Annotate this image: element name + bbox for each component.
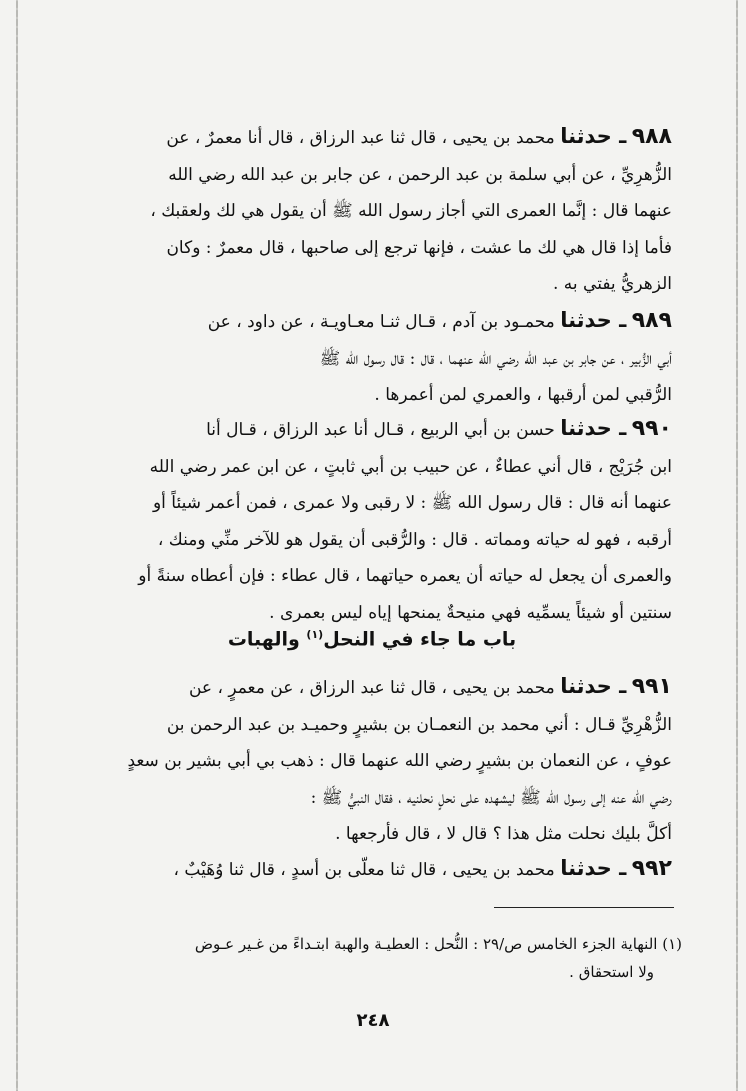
hadith-text: محمد بن يحيى ، قال ثنا عبد الرزاق ، عن معمرٍ ، عن [188,678,555,698]
hadith-line: سنتين أو شيئاً يسمِّيه فهي منيحةٌ يمنحها إياه ليس بعمرى . [269,602,672,623]
hadith-text: حسن بن أبي الربيع ، قـال أنا عبد الرزاق ، قـال أنا [206,420,555,440]
hadith-989 [72,302,672,414]
hadith-line: عوفٍ ، عن النعمان بن بشيرٍ رضي الله عنهما قال : ذهب بي أبي بشير بن سعدٍ [127,751,672,771]
hadith-990 [72,410,672,631]
chapter-heading-text-end: والهبات [227,628,307,651]
hadith-line [72,850,672,889]
hadith-number: ٩٨٩ [631,308,672,333]
hadith-988 [72,118,672,303]
hadith-line: والعمرى أن يجعل له حياته أن يعمره حياتهما ، قال عطاء : فإن أعطاه سنةً أو [138,566,672,586]
hadith-line [72,410,672,449]
hadith-number: ٩٩١ [631,674,672,699]
hadith-line: رضي الله عنه إلى رسول الله ﷺ ليشهده على نحلٍ نحلنيه ، فقال النبيُّ ﷺ : [310,787,672,808]
chapter-heading-text: باب ما جاء في النحل [323,628,517,651]
footnote-separator [494,907,674,908]
hadith-line: عنهما قال : إنَّما العمرى التي أجاز رسول الله ﷺ أن يقول هي لك ولعقبك ، [150,201,672,221]
hadith-number: ٩٩٢ [631,856,672,881]
hadith-number: ٩٩٠ [631,416,672,441]
chapter-heading [72,628,672,650]
hadith-992 [72,850,672,889]
hadith-opening-word: ـ حدثنا [560,124,627,148]
hadith-line: ابن جُرَيْج ، قال أني عطاءٌ ، عن حبيب بن أبي ثابتٍ ، عن ابن عمر رضي الله [149,456,672,477]
footnote [72,930,682,986]
hadith-line: الزُّهرِيِّ ، عن أبي سلمة بن عبد الرحمن ، عن جابر بن عبد الله رضي الله [168,164,672,185]
hadith-line [72,302,672,341]
hadith-opening-word: ـ حدثنا [560,416,627,440]
right-edge-marks [736,0,738,1091]
hadith-opening-word: ـ حدثنا [560,856,627,880]
hadith-line: الزهريُّ يفتي به . [552,274,672,294]
hadith-line: فأما إذا قال هي لك ما عشت ، فإنها ترجع إلى صاحبها ، قال معمرٌ : وكان [166,237,672,258]
hadith-line: أبي الزُّبير ، عن جابر بن عبد الله رضي الله عنهما ، قال : قال رسول الله ﷺ [319,348,672,369]
page-number: ٢٤٨ [356,1010,390,1031]
footnote-reference: (١) [306,628,324,641]
hadith-line: أكلَّ بليك نحلت مثل هذا ؟ قال لا ، قال فأرجعها . [335,824,672,844]
left-edge-marks [16,0,18,1091]
hadith-text: محمـود بن آدم ، قـال ثنـا معـاويـة ، عن داود ، عن [207,312,555,332]
hadith-opening-word: ـ حدثنا [560,674,627,698]
hadith-line: الزُّهْرِيِّ قـال : أني محمد بن النعمـان بن بشيرٍ وحميـد بن عبد الرحمن بن [166,714,672,735]
hadith-text: محمد بن يحيى ، قال ثنا عبد الرزاق ، قال أنا معمرٌ ، عن [166,128,555,148]
hadith-line [72,118,672,157]
hadith-line [72,668,672,707]
hadith-text: محمد بن يحيى ، قال ثنا معلّى بن أسدٍ ، قال ثنا وُهَيْبٌ ، [173,860,555,880]
hadith-opening-word: ـ حدثنا [560,308,627,332]
hadith-number: ٩٨٨ [631,124,672,149]
hadith-991 [72,668,672,853]
hadith-line: عنهما أنه قال : قال رسول الله ﷺ : لا رقبى ولا عمرى ، فمن أعمر شيئاً أو [152,493,672,513]
hadith-line: الرُّقبي لمن أرقبها ، والعمري لمن أعمرها . [374,385,672,405]
footnote-line: ولا استحقاق . [569,963,654,981]
footnote-line: (١) النهاية الجزء الخامس ص/٢٩ : النُّحل : العطيـة والهبة ابتـداءً من غـير عـوض [194,935,682,953]
hadith-line: أرقبه ، فهو له حياته ومماته . قال : والرُّقبى أن يقول هو للآخر منِّي ومنك ، [157,529,672,550]
